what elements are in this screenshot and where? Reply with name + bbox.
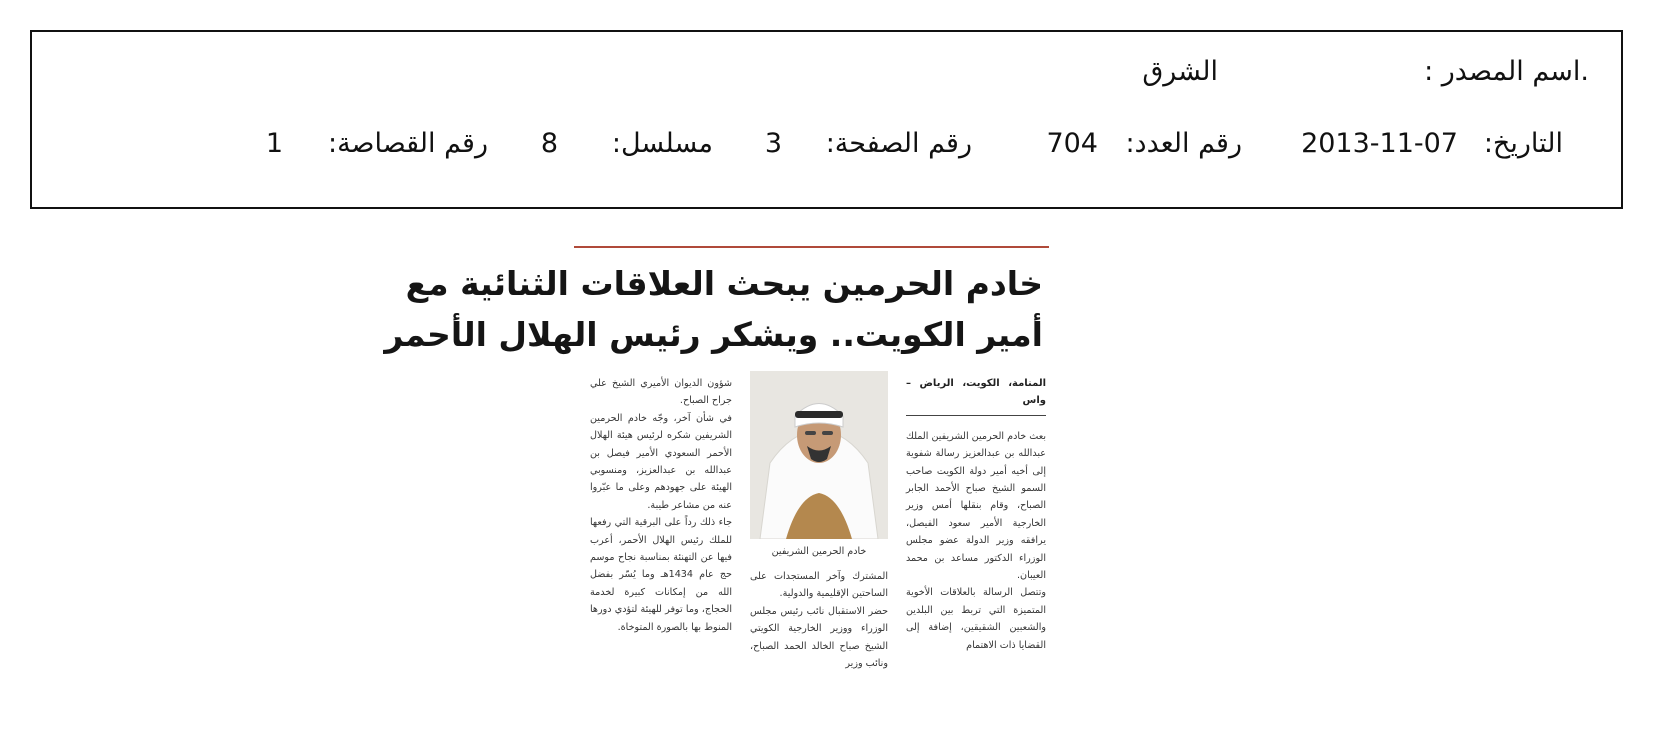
top-rule (574, 246, 1049, 248)
page-value: 3 (764, 128, 782, 159)
issue-value: 704 (1046, 128, 1098, 159)
clip-label: رقم القصاصة: (327, 128, 488, 159)
article-column-middle (750, 568, 888, 672)
paragraph: شؤون الديوان الأميري الشيخ علي جراح الصباح. (590, 378, 732, 407)
paragraph: جاء ذلك رداً على البرقية التي رفعها للملك رئيس الهلال الأحمر، أعرب فيها عن التهنئة بمناسبة نجاح موسم حج عام 1434هـ وما يُسّر بفضل الله من إمكانات كبيرة لخدمة الحجاج، وما توفر للهيئة لتؤدي دورها المنوط بها بالصورة المتوخاة. (590, 517, 732, 633)
source-value: الشرق (1142, 56, 1218, 87)
headline-line-2: أمير الكويت.. ويشكر رئيس الهلال الأحمر (384, 315, 1043, 354)
paragraph: حضر الاستقبال نائب رئيس مجلس الوزراء ووزير الخارجية الكويتي الشيخ صباح الخالد الحمد الصباح، ونائب وزير (750, 605, 888, 670)
dateline: المنامة، الكويت، الرياض – واس (906, 378, 1046, 407)
issue-label: رقم العدد: (1125, 128, 1242, 159)
photo-caption: خادم الحرمين الشريفين (771, 546, 867, 557)
newspaper-clipping (384, 244, 1049, 704)
date-label: التاريخ: (1483, 128, 1563, 159)
paragraph: بعث خادم الحرمين الشريفين الملك عبدالله بن عبدالعزيز رسالة شفوية إلى أخيه أمير دولة الكويت صاحب السمو الشيخ صباح الأحمد الجابر الصباح، وقام بنقلها أمس وزير الخارجية الأمير سعود الفيصل، يرافقه وزير الدولة عضو مجلس الوزراء الدكتور مساعد بن محمد العيبان. (906, 430, 1046, 582)
headline-line-1: خادم الحرمين يبحث العلاقات الثنائية مع (405, 264, 1043, 303)
source-label: .اسم المصدر : (1424, 56, 1589, 87)
date-value: 2013-11-07 (1301, 128, 1458, 159)
portrait-image (750, 371, 888, 539)
paragraph: وتتصل الرسالة بالعلاقات الأخوية المتميزة التي تربط بين البلدين والشعبين الشقيقين، إضافة إلى القضايا ذات الاهتمام (906, 587, 1046, 651)
serial-label: مسلسل: (611, 128, 713, 159)
article-column-left (590, 375, 732, 636)
page-label: رقم الصفحة: (825, 128, 972, 159)
king-portrait-photo (750, 371, 888, 539)
clip-value: 1 (265, 128, 283, 159)
metadata-box (30, 30, 1623, 209)
paragraph: المشترك وآخر المستجدات على الساحتين الإقليمية والدولية. (750, 571, 888, 600)
article-column-right (906, 375, 1046, 654)
serial-value: 8 (540, 128, 558, 159)
paragraph: في شأن آخر، وجّه خادم الحرمين الشريفين شكره لرئيس هيئة الهلال الأحمر السعودي الأمير فيصل بن عبدالله بن عبدالعزيز، ومنسوبي الهيئة على جهودهم وعلى ما عبّروا عنه من مشاعر طيبة. (590, 412, 732, 511)
dateline-separator (906, 415, 1046, 416)
